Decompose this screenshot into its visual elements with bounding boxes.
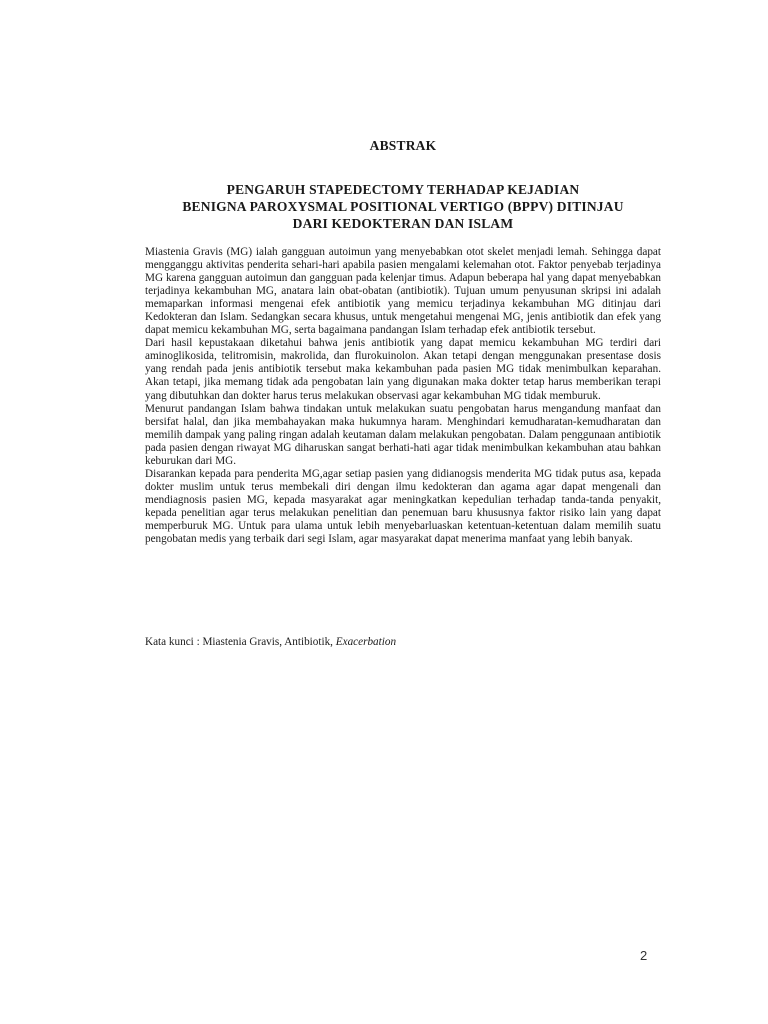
abstract-body: [145, 246, 661, 546]
abstract-paragraph-4: Disarankan kepada para penderita MG,agar setiap pasien yang didianogsis menderita MG tidak putus asa, kepada dokter muslim untuk terus membekali diri dengan ilmu kedokteran dan agama agar dapat mengenali dan mendiagnosis pasien MG, kepada masyarakat agar meningkatkan kepedulian terhadap tanda-tanda penyakit, kepada penelitian agar terus melakukan penelitian dan penemuan baru khususnya faktor risiko lain yang dapat memperburuk MG. Untuk para ulama untuk lebih menyebarluaskan ketentuan-ketentuan dalam memilih suatu pengobatan medis yang terbaik dari segi Islam, agar masyarakat dapat menerima manfaat yang lebih banyak.: [145, 467, 661, 546]
abstract-paragraph-2: Dari hasil kepustakaan diketahui bahwa jenis antibiotik yang dapat memicu kekambuhan MG terdiri dari aminoglikosida, telitromisin, makrolida, dan flurokuinolon. Akan tetapi dengan menggunakan presentase dosis yang rendah pada jenis antibiotik tersebut maka kekambuhan pada pasien MG tidak menimbulkan keparahan. Akan tetapi, jika memang tidak ada pengobatan lain yang digunakan maka dokter tetap harus memberikan terapi yang dibutuhkan dan dokter harus terus melakukan observasi agar kekambuhan MG tidak memburuk.: [145, 337, 661, 402]
keywords-label: Kata kunci : Miastenia Gravis, Antibiotik,: [145, 636, 336, 648]
keywords-line: [145, 635, 661, 649]
thesis-title: [145, 181, 661, 232]
title-line-3: DARI KEDOKTERAN DAN ISLAM: [292, 216, 514, 231]
abstract-paragraph-3: Menurut pandangan Islam bahwa tindakan untuk melakukan suatu pengobatan harus mengandung manfaat dan bersifat halal, dan jika membahayakan maka hukumnya haram. Menghindari kemudharatan-kemudharatan dan memilih dampak yang paling ringan adalah keutaman dalam melakukan pengobatan. Dalam penggunaan antibiotik pada pasien dengan riwayat MG diharuskan sangat berhati-hati agar tidak menimbulkan kekambuhan atau bahkan keburukan dari MG.: [145, 402, 661, 467]
abstract-heading: ABSTRAK: [369, 138, 437, 153]
title-line-1: PENGARUH STAPEDECTOMY TERHADAP KEJADIAN: [226, 182, 580, 197]
page-number: 2: [640, 948, 648, 963]
keywords-italic-term: Exacerbation: [335, 636, 397, 648]
title-line-2: BENIGNA PAROXYSMAL POSITIONAL VERTIGO (BPPV) DITINJAU: [182, 199, 624, 214]
abstract-paragraph-1: Miastenia Gravis (MG) ialah gangguan autoimun yang menyebabkan otot skelet menjadi lemah. Sehingga dapat mengganggu aktivitas penderita sehari-hari apabila pasien mengalami kelemahan otot. Faktor penyebab terjadinya MG karena gangguan autoimun dan gangguan pada kelenjar timus. Adapun beberapa hal yang dapat menyebabkan terjadinya kekambuhan MG, anatara lain obat-obatan (antibiotik). Tujuan umum penyusunan skripsi ini adalah memaparkan informasi mengenai efek antibiotik yang memicu terjadinya kekambuhan MG ditinjau dari Kedokteran dan Islam. Sedangkan secara khusus, untuk mengetahui mengenai MG, jenis antibiotik dan efek yang dapat memicu kekambuhan MG, serta bagaimana pandangan Islam terhadap efek antibiotik tersebut.: [145, 246, 661, 337]
